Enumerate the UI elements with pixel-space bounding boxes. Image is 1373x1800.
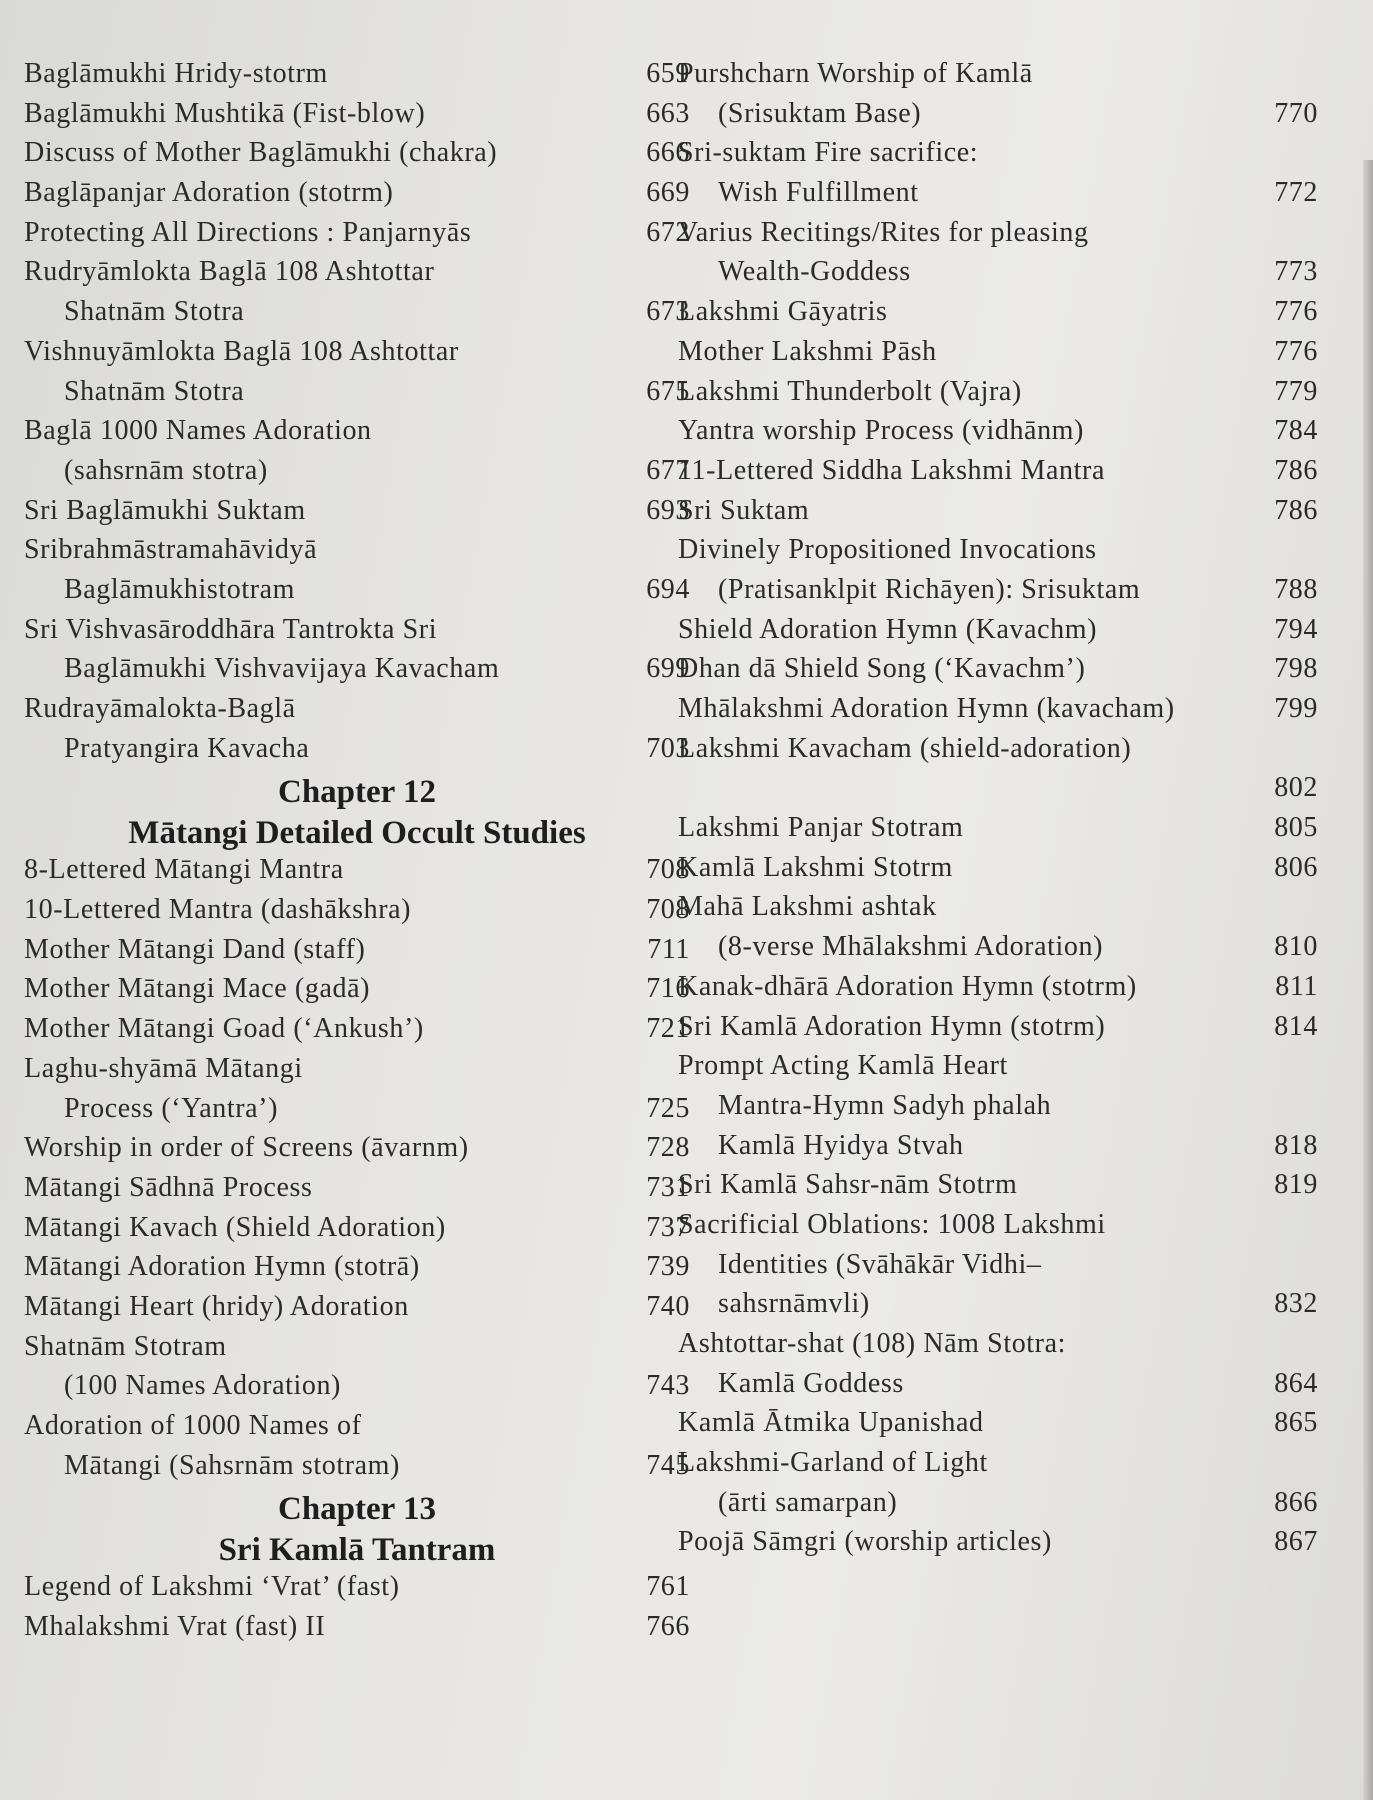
toc-entry-title: Lakshmi Thunderbolt (Vajra): [678, 375, 1022, 407]
toc-entry-page-number: 731: [646, 1171, 690, 1203]
toc-entry[interactable]: [678, 852, 1318, 892]
toc-entry-title: Sri Vishvasāroddhāra Tantrokta Sri: [24, 613, 438, 645]
toc-entry[interactable]: [24, 415, 690, 455]
toc-entry-title: Baglāpanjar Adoration (stotrm): [24, 177, 394, 209]
toc-entry-page-number: 675: [646, 375, 690, 407]
toc-entry-title: Poojā Sāmgri (worship articles): [678, 1526, 1052, 1558]
toc-entry-title: Sacrificial Oblations: 1008 Lakshmi: [678, 1208, 1106, 1240]
toc-entry-title: Sri-suktam Fire sacrifice:: [678, 137, 979, 169]
toc-right-column: [678, 58, 1318, 1566]
toc-entry[interactable]: [24, 217, 690, 257]
toc-entry-title: Mantra-Hymn Sadyh phalah: [718, 1089, 1052, 1121]
toc-entry-title: Sribrahmāstramahāvidyā: [24, 534, 318, 566]
toc-entry-title: Mahā Lakshmi ashtak: [678, 891, 937, 923]
toc-entry-page-number: 773: [1274, 256, 1318, 288]
toc-entry-title: Mātangi (Sahsrnām stotram): [64, 1449, 400, 1481]
toc-entry[interactable]: [678, 574, 1318, 614]
toc-entry-title: Mātangi Heart (hridy) Adoration: [24, 1290, 409, 1322]
toc-entry-page-number: 832: [1274, 1288, 1318, 1320]
toc-entry[interactable]: [24, 98, 690, 138]
toc-entry-title: Legend of Lakshmi ‘Vrat’ (fast): [24, 1571, 400, 1603]
toc-entry-title: Identities (Svāhākār Vidhi–: [718, 1248, 1042, 1280]
toc-entry-title: Shatnām Stotra: [64, 375, 245, 407]
toc-entry-title: Shield Adoration Hymn (Kavachm): [678, 613, 1098, 645]
toc-entry-title: 8-Lettered Mātangi Mantra: [24, 854, 344, 886]
toc-entry-title: 10-Lettered Mantra (dashākshra): [24, 894, 412, 926]
toc-entry-title: Yantra worship Process (vidhānm): [678, 415, 1084, 447]
toc-entry-page-number: 743: [646, 1370, 690, 1402]
toc-entry[interactable]: [24, 534, 690, 574]
toc-entry-title: Kamlā Ātmika Upanishad: [678, 1407, 984, 1439]
toc-entry[interactable]: [24, 653, 690, 693]
toc-entry-title: Divinely Propositioned Invocations: [678, 534, 1097, 566]
toc-entry-title: Mother Mātangi Dand (staff): [24, 933, 366, 965]
toc-entry-title: Pratyangira Kavacha: [64, 732, 310, 764]
toc-entry[interactable]: [24, 854, 690, 894]
toc-entry-page-number: 799: [1274, 693, 1318, 724]
toc-entry-page-number: 699: [646, 653, 690, 685]
toc-entry-page-number: 810: [1274, 931, 1318, 963]
toc-entry[interactable]: [24, 336, 690, 376]
toc-entry-title: (Srisuktam Base): [718, 97, 922, 129]
toc-entry-page-number: 865: [1274, 1407, 1318, 1439]
toc-entry[interactable]: [24, 137, 690, 177]
toc-entry-page-number: 708: [646, 854, 690, 886]
toc-entry-title: (8-verse Mhālakshmi Adoration): [718, 931, 1104, 963]
toc-entry-title: Baglāmukhi Vishvavijaya Kavacham: [64, 653, 500, 685]
toc-entry[interactable]: [24, 1093, 690, 1133]
toc-entry-page-number: 866: [1274, 1486, 1318, 1518]
toc-entry[interactable]: [24, 1212, 690, 1252]
toc-entry[interactable]: [678, 376, 1318, 416]
toc-entry-page-number: 779: [1274, 375, 1318, 407]
toc-entry-title: Purshcharn Worship of Kamlā: [678, 58, 1033, 89]
toc-entry-title: Protecting All Directions : Panjarnyās: [24, 216, 472, 248]
toc-entry-title: Mātangi Kavach (Shield Adoration): [24, 1211, 446, 1243]
toc-entry-page-number: 864: [1274, 1367, 1318, 1399]
toc-entry[interactable]: [24, 1331, 690, 1371]
toc-entry-page-number: 867: [1274, 1526, 1318, 1558]
toc-entry-title: Kanak-dhārā Adoration Hymn (stotrm): [678, 970, 1137, 1002]
toc-entry-page-number: 737: [646, 1211, 690, 1243]
toc-entry[interactable]: [678, 1169, 1318, 1209]
toc-entry-page-number: 761: [646, 1571, 690, 1603]
toc-entry-title: Vishnuyāmlokta Baglā 108 Ashtottar: [24, 335, 459, 367]
toc-entry[interactable]: [678, 614, 1318, 654]
toc-entry[interactable]: [678, 534, 1318, 574]
toc-entry[interactable]: [678, 1090, 1318, 1130]
toc-entry[interactable]: [678, 931, 1318, 971]
toc-entry[interactable]: [678, 256, 1318, 296]
toc-entry[interactable]: [678, 1130, 1318, 1170]
toc-entry-title: 11-Lettered Siddha Lakshmi Mantra: [678, 454, 1105, 486]
toc-entry[interactable]: [678, 1249, 1318, 1289]
toc-entry-title: Adoration of 1000 Names of: [24, 1410, 362, 1441]
toc-entry[interactable]: [24, 733, 690, 773]
toc-entry[interactable]: [678, 495, 1318, 535]
toc-entry-page-number: 818: [1274, 1129, 1318, 1161]
toc-entry[interactable]: [24, 1172, 690, 1212]
toc-entry-title: Sri Kamlā Sahsr-nām Stotrm: [678, 1169, 1018, 1201]
toc-entry[interactable]: [24, 1291, 690, 1331]
toc-entry-page-number: 814: [1274, 1010, 1318, 1042]
toc-entry[interactable]: [678, 772, 1318, 812]
toc-entry[interactable]: [678, 1209, 1318, 1249]
toc-entry[interactable]: [678, 217, 1318, 257]
toc-entry[interactable]: [678, 1288, 1318, 1328]
toc-entry[interactable]: [678, 971, 1318, 1011]
toc-entry-page-number: 776: [1274, 335, 1318, 367]
toc-entry[interactable]: [24, 894, 690, 934]
toc-entry[interactable]: [678, 1011, 1318, 1051]
toc-entry-title: Kamlā Goddess: [718, 1367, 904, 1399]
toc-entry-page-number: 772: [1274, 177, 1318, 209]
toc-entry-page-number: 802: [1274, 772, 1318, 804]
toc-entry-page-number: 739: [646, 1251, 690, 1283]
toc-entry-title: Prompt Acting Kamlā Heart: [678, 1050, 1008, 1082]
toc-entry-title: Mother Mātangi Mace (gadā): [24, 973, 371, 1005]
toc-entry-page-number: 770: [1274, 97, 1318, 129]
toc-entry-page-number: 776: [1274, 296, 1318, 328]
toc-entry-title: Baglā 1000 Names Adoration: [24, 415, 372, 447]
toc-entry[interactable]: [24, 1611, 690, 1651]
toc-entry-page-number: 745: [646, 1449, 690, 1481]
toc-entry[interactable]: [678, 415, 1318, 455]
toc-entry-title: Mother Mātangi Goad (‘Ankush’): [24, 1013, 424, 1045]
chapter-heading: Sri Kamlā Tantram: [218, 1532, 496, 1569]
toc-entry-page-number: 672: [646, 216, 690, 248]
toc-entry[interactable]: [678, 1487, 1318, 1527]
toc-entry[interactable]: [24, 256, 690, 296]
toc-entry-page-number: 740: [646, 1290, 690, 1322]
toc-entry-page-number: 659: [646, 58, 690, 89]
toc-entry-page-number: 806: [1274, 851, 1318, 883]
toc-entry[interactable]: [678, 1447, 1318, 1487]
toc-entry[interactable]: [678, 137, 1318, 177]
toc-entry[interactable]: [24, 455, 690, 495]
toc-entry-title: Lakshmi-Garland of Light: [678, 1447, 988, 1479]
toc-entry[interactable]: [678, 336, 1318, 376]
toc-entry-page-number: 694: [646, 573, 690, 605]
toc-entry[interactable]: [678, 891, 1318, 931]
toc-entry[interactable]: [678, 653, 1318, 693]
toc-entry-title: Varius Recitings/Rites for pleasing: [678, 216, 1089, 248]
toc-entry-page-number: 703: [646, 732, 690, 764]
toc-entry[interactable]: [678, 296, 1318, 336]
toc-entry-page-number: 663: [646, 97, 690, 129]
chapter-heading: Mātangi Detailed Occult Studies: [128, 815, 586, 852]
toc-entry-title: Baglāmukhi Hridy-stotrm: [24, 58, 328, 89]
toc-entry-page-number: 669: [646, 177, 690, 209]
toc-entry-title: Rudryāmlokta Baglā 108 Ashtottar: [24, 256, 435, 288]
toc-entry-title: Worship in order of Screens (āvarnm): [24, 1132, 469, 1164]
toc-entry[interactable]: [24, 376, 690, 416]
toc-entry-page-number: 677: [646, 454, 690, 486]
toc-entry[interactable]: [678, 733, 1318, 773]
toc-entry[interactable]: [24, 58, 690, 98]
page-edge-shadow: [1363, 160, 1373, 1800]
toc-entry-title: Process (‘Yantra’): [64, 1092, 279, 1124]
toc-entry[interactable]: [678, 58, 1318, 98]
toc-entry[interactable]: [678, 1368, 1318, 1408]
toc-entry-page-number: 728: [646, 1132, 690, 1164]
toc-entry-title: sahsrnāmvli): [718, 1288, 870, 1320]
toc-entry[interactable]: [678, 812, 1318, 852]
toc-entry[interactable]: [24, 693, 690, 733]
chapter-heading: Chapter 13: [278, 1491, 436, 1528]
toc-entry-page-number: 811: [1275, 970, 1318, 1002]
toc-entry-title: Discuss of Mother Baglāmukhi (chakra): [24, 137, 498, 169]
toc-entry-title: Mother Lakshmi Pāsh: [678, 335, 937, 367]
toc-entry-page-number: 794: [1274, 613, 1318, 645]
chapter-heading: Chapter 12: [278, 774, 436, 811]
toc-entry-title: Lakshmi Kavacham (shield-adoration): [678, 732, 1132, 764]
toc-entry-title: Laghu-shyāmā Mātangi: [24, 1052, 303, 1084]
toc-entry[interactable]: [24, 574, 690, 614]
toc-entry-title: Kamlā Hyidya Stvah: [718, 1129, 964, 1161]
toc-entry[interactable]: [24, 934, 690, 974]
toc-entry-title: Shatnām Stotram: [24, 1330, 227, 1362]
toc-entry-title: Mhalakshmi Vrat (fast) II: [24, 1611, 326, 1643]
toc-entry-title: Wealth-Goddess: [718, 256, 911, 288]
toc-entry[interactable]: [678, 1050, 1318, 1090]
toc-entry[interactable]: [24, 1370, 690, 1410]
toc-entry-title: Rudrayāmalokta-Baglā: [24, 693, 296, 724]
toc-entry[interactable]: [24, 1251, 690, 1291]
toc-entry-title: Baglāmukhi Mushtikā (Fist-blow): [24, 97, 426, 129]
toc-entry[interactable]: [24, 1132, 690, 1172]
toc-entry-title: Sri Suktam: [678, 494, 810, 526]
toc-entry[interactable]: [678, 98, 1318, 138]
toc-entry-page-number: 708: [646, 894, 690, 926]
toc-entry-title: Lakshmi Gāyatris: [678, 296, 888, 328]
toc-left-column: [24, 58, 690, 1651]
toc-entry[interactable]: [678, 1407, 1318, 1447]
toc-entry[interactable]: [678, 177, 1318, 217]
toc-entry-title: Kamlā Lakshmi Stotrm: [678, 851, 953, 883]
toc-entry-title: (ārti samarpan): [718, 1486, 898, 1518]
toc-entry[interactable]: [24, 1013, 690, 1053]
toc-entry-title: (Pratisanklpit Richāyen): Srisuktam: [718, 573, 1141, 605]
toc-entry-page-number: 693: [646, 494, 690, 526]
toc-entry[interactable]: [678, 455, 1318, 495]
toc-entry[interactable]: [24, 1410, 690, 1450]
toc-entry-page-number: 716: [646, 973, 690, 1005]
toc-entry[interactable]: [24, 296, 690, 336]
toc-entry-title: Baglāmukhistotram: [64, 573, 296, 605]
toc-entry[interactable]: [24, 1571, 690, 1611]
toc-entry-page-number: 766: [646, 1611, 690, 1643]
toc-entry-page-number: 725: [646, 1092, 690, 1124]
toc-entry-title: Mātangi Sādhnā Process: [24, 1171, 313, 1203]
toc-entry[interactable]: [24, 614, 690, 654]
toc-entry[interactable]: [678, 1328, 1318, 1368]
toc-entry-page-number: 798: [1274, 653, 1318, 685]
toc-entry-title: Ashtottar-shat (108) Nām Stotra:: [678, 1328, 1067, 1359]
toc-entry-title: Mātangi Adoration Hymn (stotrā): [24, 1251, 420, 1283]
toc-entry-page-number: 786: [1274, 454, 1318, 486]
toc-entry-title: Wish Fulfillment: [718, 177, 919, 209]
toc-entry-page-number: 721: [646, 1013, 690, 1045]
toc-entry[interactable]: [24, 177, 690, 217]
toc-entry-page-number: 805: [1274, 812, 1318, 844]
toc-entry-page-number: 673: [646, 296, 690, 328]
toc-entry-page-number: 786: [1274, 494, 1318, 526]
toc-entry-page-number: 711: [647, 933, 690, 965]
toc-entry-page-number: 784: [1274, 415, 1318, 447]
toc-entry-title: Shatnām Stotra: [64, 296, 245, 328]
toc-entry[interactable]: [24, 1450, 690, 1490]
toc-entry-title: Dhan dā Shield Song (‘Kavachm’): [678, 653, 1086, 685]
toc-entry-title: Lakshmi Panjar Stotram: [678, 812, 964, 844]
toc-entry-page-number: 788: [1274, 573, 1318, 605]
toc-entry-title: (sahsrnām stotra): [64, 454, 268, 486]
toc-entry[interactable]: [24, 973, 690, 1013]
toc-entry[interactable]: [678, 1526, 1318, 1566]
toc-entry-title: (100 Names Adoration): [64, 1370, 341, 1402]
toc-entry[interactable]: [24, 1053, 690, 1093]
toc-entry[interactable]: [678, 693, 1318, 733]
toc-entry-title: Sri Baglāmukhi Suktam: [24, 494, 306, 526]
toc-entry-page-number: 666: [646, 137, 690, 169]
toc-entry-page-number: 819: [1274, 1169, 1318, 1201]
toc-entry-title: Sri Kamlā Adoration Hymn (stotrm): [678, 1010, 1106, 1042]
toc-entry[interactable]: [24, 495, 690, 535]
toc-entry-title: Mhālakshmi Adoration Hymn (kavacham): [678, 693, 1175, 724]
